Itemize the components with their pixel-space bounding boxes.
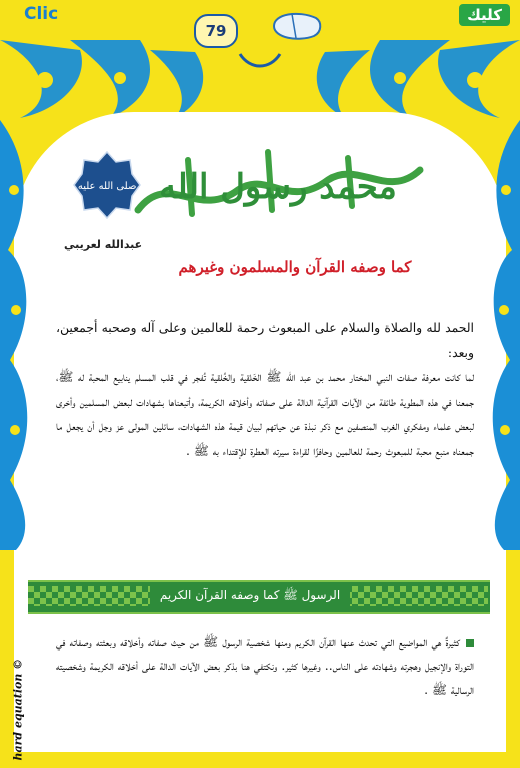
subtitle: كما وصفه القرآن والمسلمون وغيرهم — [178, 258, 412, 276]
right-ornament — [476, 120, 520, 550]
section-title: الرسول ﷺ كما وصفه القرآن الكريم — [150, 584, 350, 606]
author-name: عبدالله لعريبي — [64, 238, 143, 251]
brand-arabic: كليك — [459, 4, 510, 26]
intro-paragraph-1: الحمد لله والصلاة والسلام على المبعوث رحمة للعالمين وعلى آله وصحبه أجمعين، وبعد: — [56, 320, 474, 360]
intro-text — [56, 316, 474, 463]
side-credit-text: hard equation © — [11, 658, 25, 761]
computer-mouse-icon — [268, 6, 324, 46]
intro-paragraph-2: لما كانت معرفة صفات النبي المختار محمد بن عبد الله ﷺ الخَلقية والخُلقية تُفجر في قلب المسلم ينابيع المحبة له ﷺ، جمعنا في هذه المطوية طائفة من الآيات القرآنية الدالة على صفاته وأخلاقه الكريمة، وأتبعناها بشهادات لبعض المسلمين وأخرى لبعض علماء ومفكري الغرب المنصفين مع ذكر نبذة عن حياتهم لبيان قيمة هذه الشهادات، سائلين المولى عز وجل أن يجعل ما جمعناه منبع محبة للمبعوث رحمة للعالمين وحافزًا لقراءة سيرته العطرة للإقتداء به ﷺ . — [56, 369, 474, 458]
seal-text: محمد صلى الله عليه وسلم — [51, 181, 163, 192]
section-paragraph — [56, 630, 474, 702]
title-calligraphy — [128, 140, 428, 230]
left-ornament — [0, 120, 44, 550]
bullet-square-icon — [466, 639, 474, 647]
page-number: 79 — [194, 14, 238, 48]
side-credit — [2, 640, 25, 764]
decorative-ornament-band — [0, 40, 520, 120]
section-paragraph-text: كثيرةٌ هي المواضيع التي تحدث عنها القرآن الكريم ومنها شخصية الرسول ﷺ من حيث صفاته وأخلاقه وبعثته وصفاته في التوراة والإنجيل وهجرته وشهادته على الناس.. وغيرها كثير. ونكتفي هنا بذكر بعض الآيات الدالة على أخلاقه الكريمة وشخصيته الرسالية ﷺ . — [56, 634, 474, 697]
brand-latin: Clic — [24, 4, 59, 24]
title-text: محمد رسول الله — [159, 167, 397, 207]
